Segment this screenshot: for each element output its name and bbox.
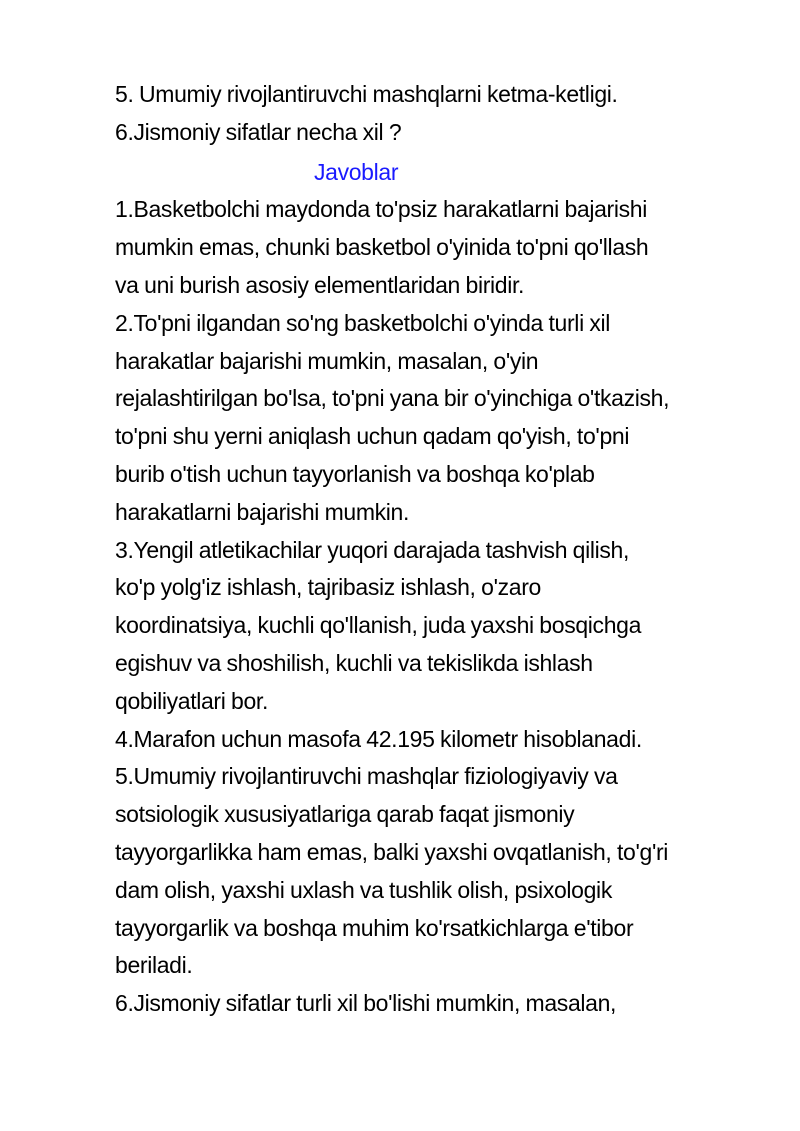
answer-2-line: burib o'tish uchun tayyorlanish va boshqa ko'plab (115, 460, 595, 487)
answer-2-line: 2.To'pni ilgandan so'ng basketbolchi o'yinda turli xil (115, 309, 611, 336)
document-page (115, 76, 765, 1023)
answer-3-line: egishuv va shoshilish, kuchli va tekislikda ishlash (115, 649, 593, 676)
answer-3-line: ko'p yolg'iz ishlash, tajribasiz ishlash, o'zaro (115, 574, 541, 601)
answer-2-line: rejalashtirilgan bo'lsa, to'pni yana bir o'yinchiga o'tkazish, (115, 385, 670, 412)
answer-2-line: harakatlar bajarishi mumkin, masalan, o'yin (115, 347, 539, 374)
answer-3-line: 3.Yengil atletikachilar yuqori darajada tashvish qilish, (115, 536, 630, 563)
answer-2-line: to'pni shu yerni aniqlash uchun qadam qo'yish, to'pni (115, 423, 630, 450)
question-5: 5. Umumiy rivojlantiruvchi mashqlarni ketma-ketligi. (115, 81, 618, 107)
answer-2-line: harakatlarni bajarishi mumkin. (115, 498, 410, 525)
answers-heading: Javoblar (314, 158, 399, 185)
answer-6 (115, 985, 765, 1023)
answer-6-line: 6.Jismoniy sifatlar turli xil bo'lishi mumkin, masalan, (115, 990, 617, 1017)
answer-3-line: koordinatsiya, kuchli qo'llanish, juda yaxshi bosqichga (115, 612, 642, 639)
answer-1-line: va uni burish asosiy elementlaridan biridir. (115, 271, 525, 298)
answer-5-line: tayyorgarlik va boshqa muhim ko'rsatkichlarga e'tibor (115, 914, 634, 941)
answer-4 (115, 721, 765, 759)
answer-5-line: dam olish, yaxshi uxlash va tushlik olish, psixologik (115, 876, 612, 903)
answer-1-line: 1.Basketbolchi maydonda to'psiz harakatlarni bajarishi (115, 196, 647, 223)
answer-5-line: 5.Umumiy rivojlantiruvchi mashqlar fiziologiyaviy va (115, 763, 618, 790)
answer-5-line: beriladi. (115, 952, 193, 979)
answer-1 (115, 191, 765, 304)
answer-5-line: tayyorgarlikka ham emas, balki yaxshi ovqatlanish, to'g'ri (115, 838, 669, 865)
answer-2 (115, 305, 765, 532)
answer-3 (115, 532, 765, 721)
answer-4-line: 4.Marafon uchun masofa 42.195 kilometr hisoblanadi. (115, 725, 642, 752)
question-6: 6.Jismoniy sifatlar necha xil ? (115, 118, 402, 145)
answer-3-line: qobiliyatlari bor. (115, 687, 269, 714)
answer-1-line: mumkin emas, chunki basketbol o'yinida to'pni qo'llash (115, 234, 649, 261)
answer-5-line: sotsiologik xususiyatlariga qarab faqat jismoniy (115, 801, 575, 828)
answer-5 (115, 758, 765, 985)
